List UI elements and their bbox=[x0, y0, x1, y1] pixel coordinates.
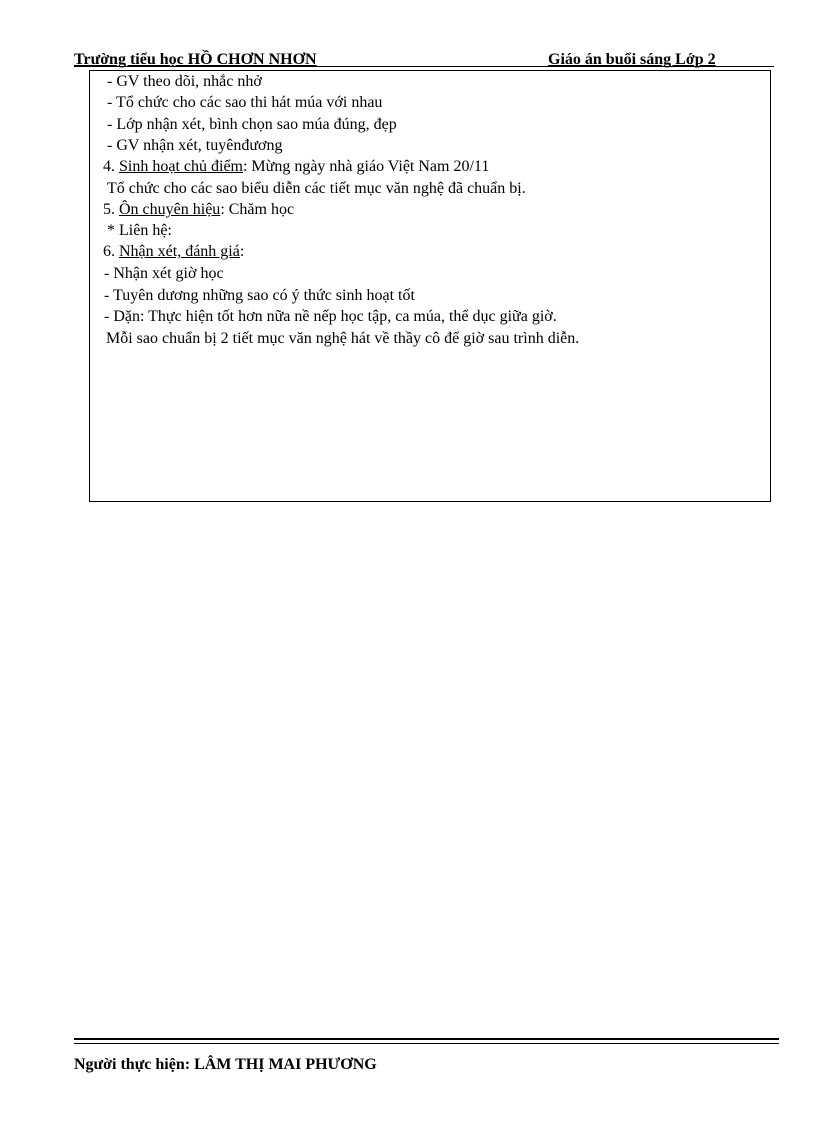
author-label: Người thực hiện: bbox=[74, 1056, 191, 1073]
section-title: Ôn chuyên hiệu bbox=[119, 201, 221, 218]
section-subtitle: : Chăm học bbox=[220, 201, 295, 218]
lesson-plan-title: Giáo án buổi sáng Lớp 2 bbox=[548, 51, 716, 68]
content-line: - Tuyên dương những sao có ý thức sinh hoạt tốt bbox=[104, 287, 415, 304]
content-line: - GV theo dõi, nhắc nhở bbox=[107, 73, 262, 90]
content-line: - GV nhận xét, tuyênđương bbox=[107, 137, 283, 154]
content-line: - Lớp nhận xét, bình chọn sao múa đúng, đẹp bbox=[107, 116, 397, 133]
section-number: 5. bbox=[103, 201, 119, 218]
section-heading bbox=[103, 200, 294, 220]
footer-rule bbox=[74, 1043, 779, 1044]
content-line: Tổ chức cho các sao biểu diễn các tiết mục văn nghệ đã chuẩn bị. bbox=[107, 180, 526, 197]
section-title: Nhận xét, đánh giá bbox=[119, 243, 240, 260]
content-line: * Liên hệ: bbox=[107, 222, 172, 239]
author-line bbox=[74, 1055, 377, 1075]
section-title: Sinh hoạt chủ điểm bbox=[119, 158, 243, 175]
school-name: Trường tiểu học HỒ CHƠN NHƠN bbox=[74, 51, 317, 68]
header-rule bbox=[74, 66, 774, 67]
section-number: 6. bbox=[103, 243, 119, 260]
content-line: Mỗi sao chuẩn bị 2 tiết mục văn nghệ hát về thầy cô để giờ sau trình diễn. bbox=[106, 330, 580, 347]
footer-rule bbox=[74, 1038, 779, 1040]
section-heading bbox=[103, 242, 244, 262]
section-subtitle: : Mừng ngày nhà giáo Việt Nam 20/11 bbox=[242, 158, 490, 175]
section-heading bbox=[103, 157, 489, 177]
content-line: - Dặn: Thực hiện tốt hơn nữa nề nếp học tập, ca múa, thể dục giữa giờ. bbox=[104, 308, 557, 325]
section-number: 4. bbox=[103, 158, 119, 175]
content-line: - Nhận xét giờ học bbox=[104, 265, 224, 282]
section-subtitle: : bbox=[239, 243, 245, 260]
author-name: LÂM THỊ MAI PHƯƠNG bbox=[194, 1056, 377, 1073]
content-line: - Tổ chức cho các sao thi hát múa với nhau bbox=[107, 94, 383, 111]
